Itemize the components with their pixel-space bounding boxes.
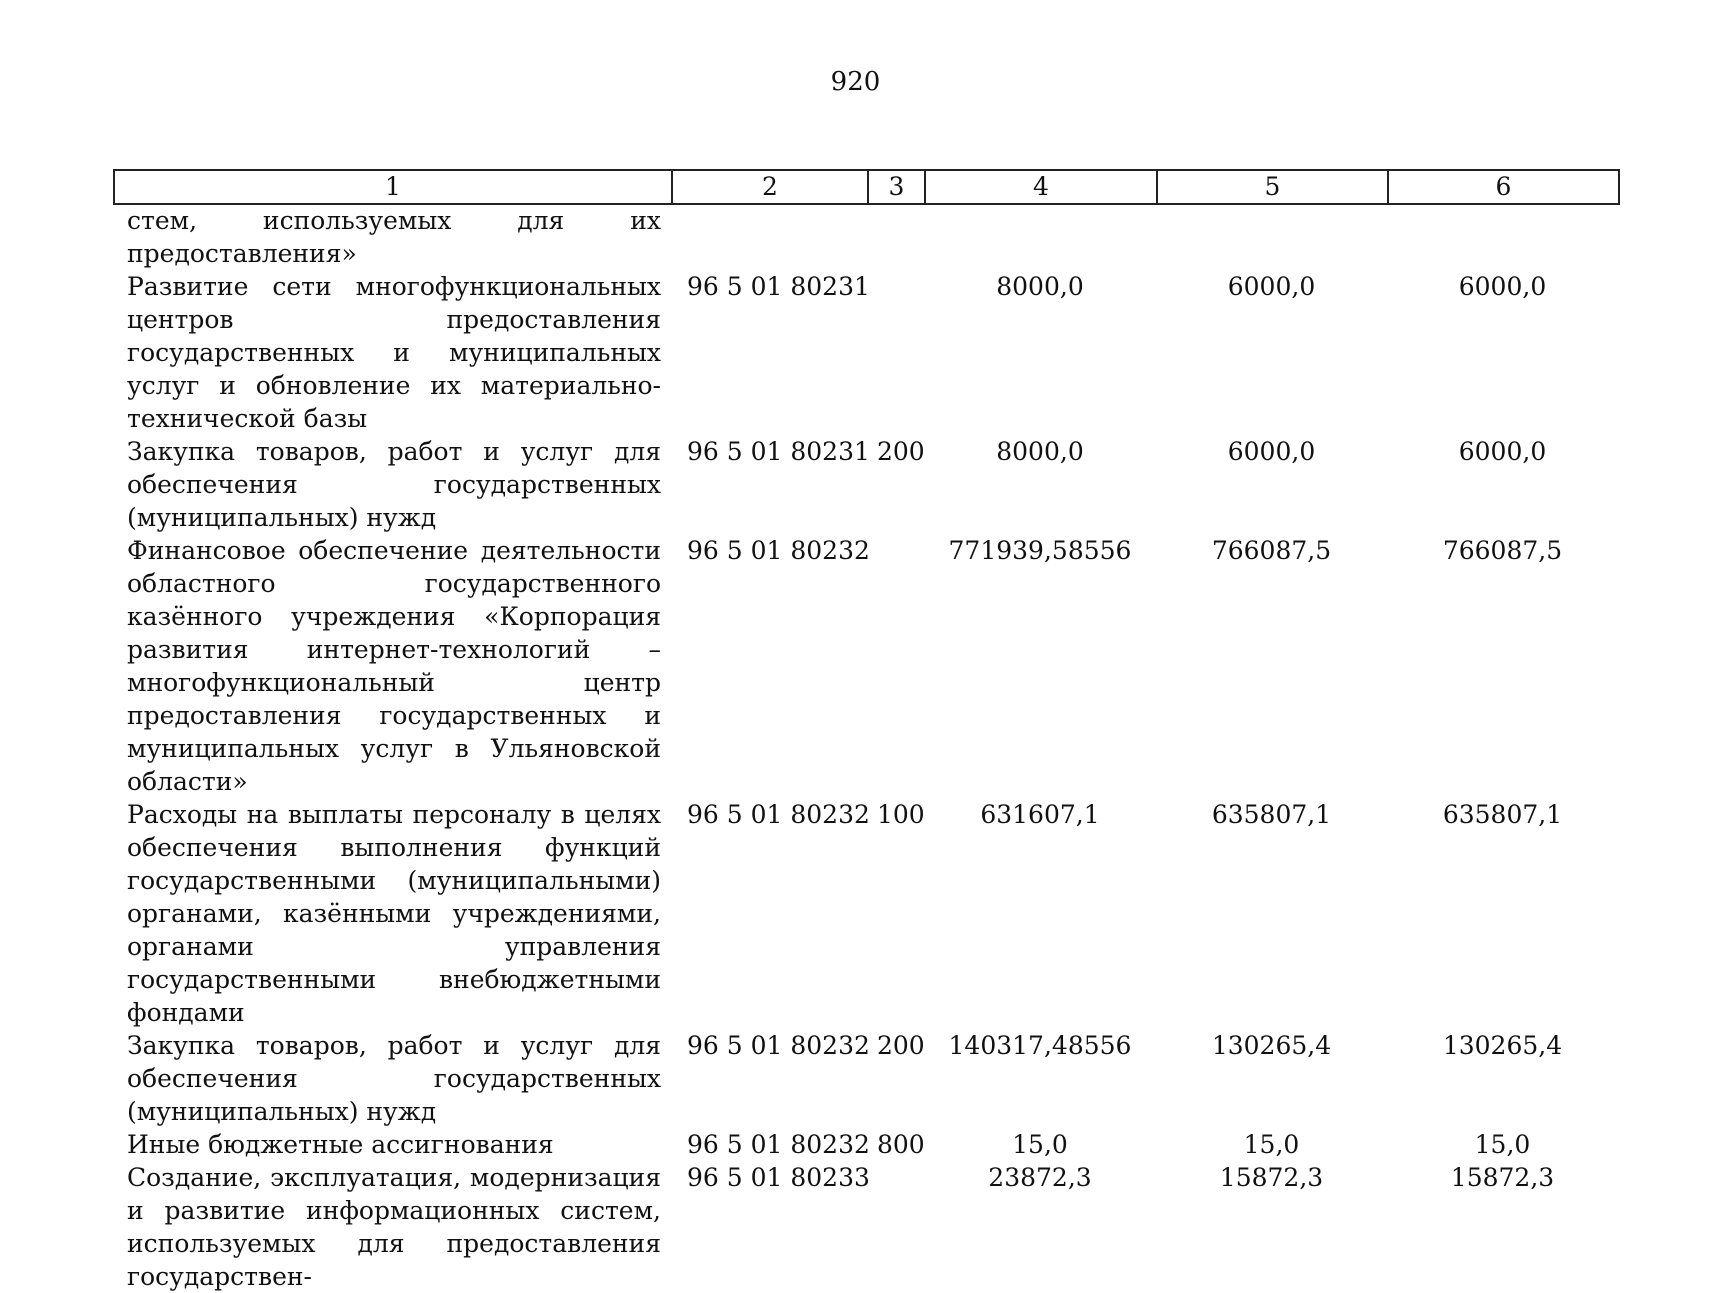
table-row [113,1029,1618,1128]
row-value-4: 8000,0 [996,437,1084,466]
row-name: стем, используемых для их предоставления» [127,206,661,268]
row-name: Расходы на выплаты персоналу в целях обеспечения выполнения функций государственными (муниципальными) органами, казёнными учреждениями, органами управления государственными внебюджетными фондами [127,800,661,1027]
row-code: 96 5 01 80232 [687,536,870,565]
row-code: 96 5 01 80233 [687,1163,870,1192]
row-value-6: 15,0 [1474,1130,1531,1159]
row-code: 96 5 01 80232 [687,1130,870,1159]
row-expense-type [867,204,924,270]
row-value-5: 766087,5 [1211,536,1332,565]
row-name: Развитие сети многофункциональных центров предоставления государственных и муниципальных услуг и обновление их материально-технической базы [127,272,661,433]
row-value-5: 6000,0 [1227,437,1316,466]
row-code: 96 5 01 80232 [687,800,870,829]
row-value-6: 6000,0 [1458,272,1547,301]
row-name: Закупка товаров, работ и услуг для обеспечения государственных (муниципальных) нужд [127,1031,661,1126]
row-value-5: 130265,4 [1211,1031,1332,1060]
row-value-5: 15872,3 [1219,1163,1324,1192]
row-code: 96 5 01 80232 [687,1031,870,1060]
header-cell-3: 3 [868,170,925,204]
row-code: 96 5 01 80231 [687,272,870,301]
row-expense-type: 200 [877,437,925,466]
row-expense-type: 100 [877,800,925,829]
row-name: Создание, эксплуатация, модернизация и развитие информационных систем, используемых для предоставления государствен- [127,1163,661,1291]
row-expense-type [867,534,924,798]
header-cell-2: 2 [672,170,868,204]
page-number: 920 [830,67,881,97]
header-cell-6: 6 [1388,170,1619,204]
table-row [113,270,1618,435]
row-value-6 [1387,204,1618,270]
header-row [114,170,1619,204]
row-value-4: 15,0 [1012,1130,1068,1159]
table-row [113,1128,1618,1161]
row-value-6: 15872,3 [1450,1163,1555,1192]
row-expense-type: 200 [877,1031,925,1060]
table-row [113,435,1618,534]
header-cell-1: 1 [114,170,672,204]
budget-table [113,204,1618,1293]
row-value-5: 635807,1 [1211,800,1332,829]
row-expense-type [867,270,924,435]
row-value-4 [924,204,1156,270]
row-expense-type [867,1161,924,1293]
row-value-5 [1156,204,1387,270]
row-value-4: 631607,1 [980,800,1100,829]
row-name: Иные бюджетные ассигнования [127,1130,554,1159]
row-value-5: 6000,0 [1227,272,1316,301]
row-value-5: 15,0 [1243,1130,1300,1159]
table-row [113,204,1618,270]
row-value-6: 6000,0 [1458,437,1547,466]
header-cell-5: 5 [1157,170,1388,204]
row-value-4: 771939,58556 [948,536,1132,565]
row-value-4: 140317,48556 [948,1031,1132,1060]
row-name: Финансовое обеспечение деятельности областного государственного казённого учреждения «Корпорация развития интернет-технологий – многофункциональный центр предоставления государственных и муниципальных услуг в Ульяновской области» [127,536,661,796]
table-row [113,1161,1618,1293]
row-expense-type: 800 [877,1130,925,1159]
row-value-4: 8000,0 [996,272,1084,301]
column-header-table [113,169,1620,205]
row-value-4: 23872,3 [988,1163,1092,1192]
table-row [113,534,1618,798]
row-value-6: 766087,5 [1442,536,1563,565]
row-value-6: 635807,1 [1442,800,1563,829]
row-code: 96 5 01 80231 [687,437,870,466]
table-row [113,798,1618,1029]
row-code [671,204,867,270]
row-value-6: 130265,4 [1442,1031,1563,1060]
row-name: Закупка товаров, работ и услуг для обеспечения государственных (муниципальных) нужд [127,437,661,532]
header-cell-4: 4 [925,170,1157,204]
